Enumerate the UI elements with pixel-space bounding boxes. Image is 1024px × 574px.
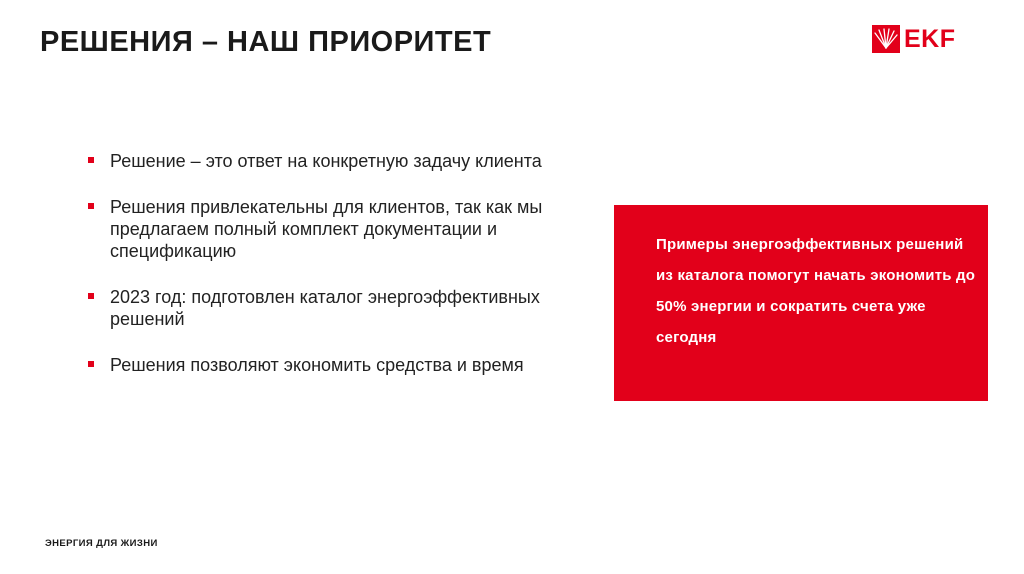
bullet-text: Решение – это ответ на конкретную задачу клиента bbox=[110, 151, 542, 171]
footer-slogan: ЭНЕРГИЯ ДЛЯ ЖИЗНИ bbox=[45, 538, 158, 549]
logo-text: EKF bbox=[904, 24, 956, 53]
bullet-text: 2023 год: подготовлен каталог энергоэффективных решений bbox=[110, 287, 540, 329]
callout-text: Примеры энергоэффективных решений из каталога помогут начать экономить до 50% энергии и сократить счета уже сегодня bbox=[656, 236, 976, 346]
bullet-list bbox=[88, 150, 558, 400]
bullet-item bbox=[88, 196, 558, 262]
callout-box bbox=[614, 205, 988, 401]
bullet-text: Решения привлекательны для клиентов, так как мы предлагаем полный комплект документации и спецификацию bbox=[110, 197, 543, 261]
ekf-sunburst-icon bbox=[872, 25, 900, 53]
bullet-text: Решения позволяют экономить средства и время bbox=[110, 355, 524, 375]
page-title: РЕШЕНИЯ – НАШ ПРИОРИТЕТ bbox=[40, 26, 492, 58]
bullet-marker bbox=[88, 361, 94, 367]
bullet-item bbox=[88, 150, 558, 172]
bullet-item bbox=[88, 354, 558, 376]
bullet-marker bbox=[88, 203, 94, 209]
brand-logo bbox=[872, 22, 956, 56]
bullet-item bbox=[88, 286, 558, 330]
bullet-marker bbox=[88, 293, 94, 299]
bullet-marker bbox=[88, 157, 94, 163]
